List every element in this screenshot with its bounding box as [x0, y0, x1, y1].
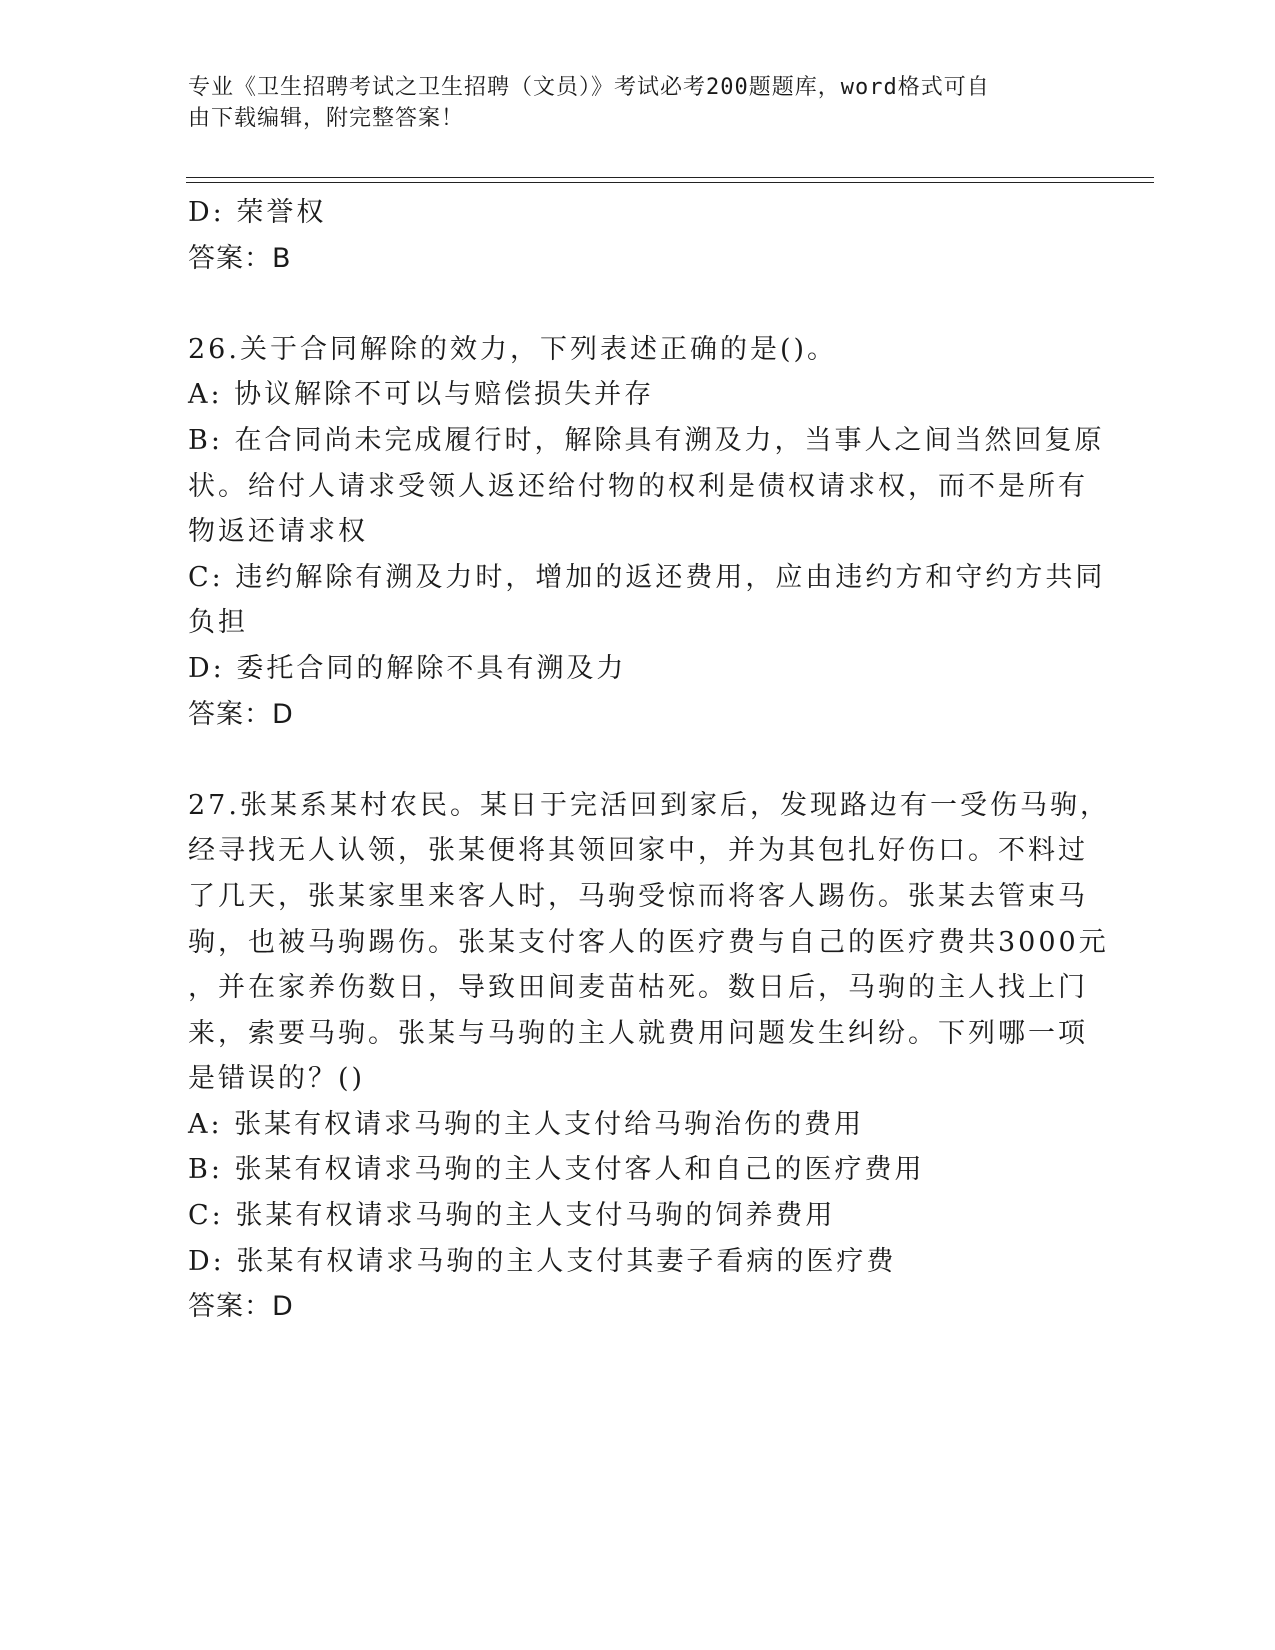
- question-27-option-c: C: 张某有权请求马驹的主人支付马驹的饲养费用: [188, 1200, 836, 1232]
- question-26-stem: 26.关于合同解除的效力，下列表述正确的是()。: [188, 333, 838, 365]
- question-26: [188, 327, 1106, 737]
- question-27-stem-line-1: 27.张某系某村农民。某日于完活回到家后，发现路边有一受伤马驹，: [188, 789, 1110, 821]
- question-26-option-c-line-2: 负担: [188, 607, 248, 639]
- question-content: [188, 190, 1110, 1330]
- header-divider-bottom: [186, 182, 1154, 183]
- prev-option-d: D: 荣誉权: [188, 197, 327, 228]
- question-26-option-b-line-1: B: 在合同尚未完成履行时，解除具有溯及力，当事人之间当然回复原: [188, 424, 1105, 456]
- question-27: [188, 783, 1110, 1330]
- question-27-option-d: D: 张某有权请求马驹的主人支付其妻子看病的医疗费: [188, 1245, 897, 1277]
- question-27-stem-line-6: 来，索要马驹。张某与马驹的主人就费用问题发生纠纷。下列哪一项: [188, 1017, 1088, 1049]
- question-27-option-a: A: 张某有权请求马驹的主人支付给马驹治伤的费用: [188, 1108, 865, 1140]
- spacer: [188, 737, 1088, 783]
- page-header: [188, 72, 1068, 134]
- prev-answer: 答案：B: [188, 242, 292, 274]
- question-26-option-c-line-1: C: 违约解除有溯及力时，增加的返还费用，应由违约方和守约方共同: [188, 561, 1106, 593]
- question-26-option-b-line-2: 状。给付人请求受领人返还给付物的权利是债权请求权，而不是所有: [188, 470, 1088, 502]
- question-27-stem-line-4: 驹，也被马驹踢伤。张某支付客人的医疗费与自己的医疗费共3000元: [188, 926, 1109, 958]
- question-26-option-a: A: 协议解除不可以与赔偿损失并存: [188, 379, 655, 411]
- question-27-stem-line-7: 是错误的？(): [188, 1063, 366, 1095]
- question-27-stem-line-5: ，并在家养伤数日，导致田间麦苗枯死。数日后，马驹的主人找上门: [188, 972, 1088, 1004]
- spacer: [188, 281, 1088, 327]
- question-26-answer: 答案：D: [188, 698, 294, 730]
- header-title-line-2: 由下载编辑，附完整答案！: [188, 106, 465, 131]
- question-27-stem-line-2: 经寻找无人认领，张某便将其领回家中，并为其包扎好伤口。不料过: [188, 835, 1088, 867]
- question-26-option-d: D: 委托合同的解除不具有溯及力: [188, 652, 627, 684]
- question-26-option-b-line-3: 物返还请求权: [188, 516, 368, 548]
- header-title-line-1: 专业《卫生招聘考试之卫生招聘（文员）》考试必考200题题库，word格式可自: [188, 75, 990, 100]
- question-27-stem-line-3: 了几天，张某家里来客人时，马驹受惊而将客人踢伤。张某去管束马: [188, 880, 1088, 912]
- header-divider-top: [186, 177, 1154, 178]
- question-27-option-b: B: 张某有权请求马驹的主人支付客人和自己的医疗费用: [188, 1154, 925, 1186]
- question-27-answer: 答案：D: [188, 1291, 294, 1323]
